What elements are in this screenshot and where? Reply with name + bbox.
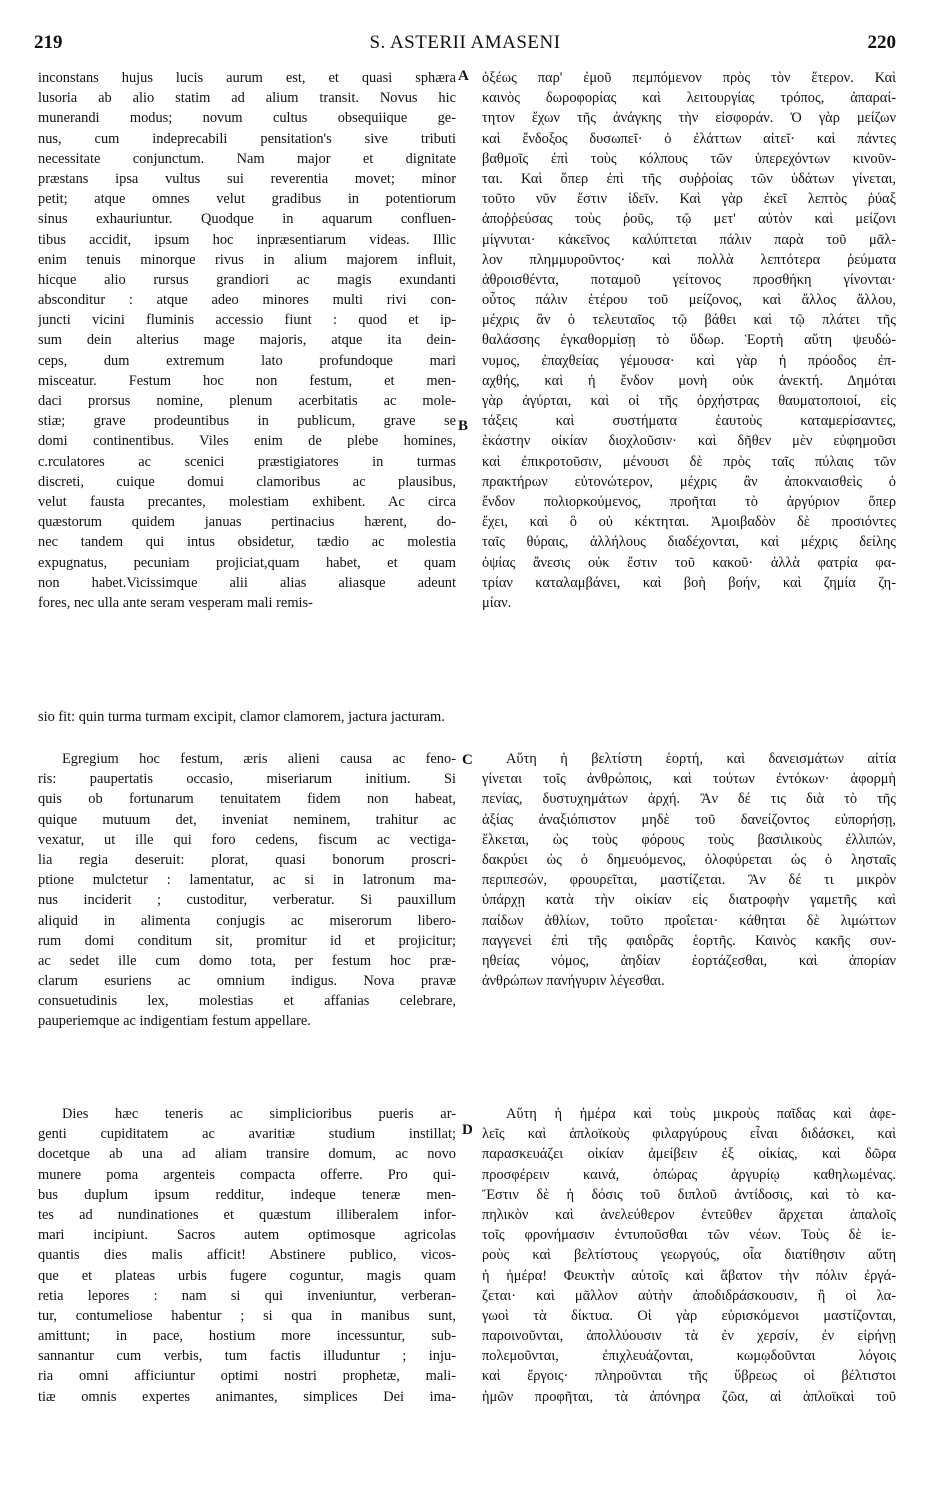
text-line: tur, contumeliose habentur ; si qua in manibus sunt, — [38, 1307, 456, 1324]
text-line: καὶ ἐπικροτοῦσιν, μένουσι δὲ πρὸς ταῖς πύλαις τῶν — [482, 453, 896, 470]
text-line: inconstans hujus lucis aurum est, et quasi sphæra — [38, 70, 456, 86]
text-line: consuetudinis lex, molestias et affanias celebrare, — [38, 993, 456, 1010]
text-line: lia regia deseruit: plorat, quasi bonorum proscri- — [38, 851, 456, 868]
page-number-right: 220 — [867, 32, 896, 53]
text-line: expugnatus, pecuniam projiciat,quam habet, et quam — [38, 554, 456, 571]
text-line: ὑπάρχῃ κατὰ τὴν οἰκίαν εἰς διατροφὴν γαμετῆς καὶ — [482, 892, 896, 909]
text-line: juncti vicini fluminis accessio fiunt : quod et ip- — [38, 312, 456, 329]
text-line: παρασκευάζει οἰκίαν ἀμείβειν ἐξ οἰκίας, καὶ δῶρα — [482, 1146, 896, 1163]
text-line: tiæ omnis expertes animantes, simplices Dei ima- — [38, 1388, 456, 1405]
margin-letter-d: D — [462, 1122, 473, 1138]
text-line: quique mutuum det, inveniat neminem, trahitur ac — [38, 811, 456, 828]
text-line: ταῖς θύραις, ἀλλήλους διαδέχονται, καὶ μέχρις δείλης — [482, 534, 896, 551]
text-line: ἔνδον πολιορκούμενος, προῆται τὸ ἀργύριον ὅπερ — [482, 493, 896, 510]
text-line: δακρύει ὡς ὁ δημευόμενος, ὀλοφύρεται ὡς ὁ λησταῖς — [482, 851, 896, 868]
text-line: nus, cum indeprecabili pensitation's sive tributi — [38, 130, 456, 147]
text-line: lusoria ab alio statim ad alium transit. Novus hic — [38, 90, 456, 107]
text-line: τάξεις καὶ συστήματα ἑαυτοὺς καταμερίσαντες, — [482, 413, 896, 430]
text-line: πενίας, δυστυχημάτων ἀρχή. Ἂν δέ τις διὰ τὸ τῆς — [482, 791, 896, 808]
text-line: γὰρ ἀγύρται, καὶ οἱ τῆς ὀρχήστρας θαυματοποιοί, εἰς — [482, 393, 896, 409]
text-line: misceatur. Festum hoc non festum, et men- — [38, 372, 456, 389]
text-line: quæstorum quidem januas pertinacius hærent, do- — [38, 514, 456, 531]
margin-letter-a: A — [458, 68, 469, 84]
text-line: πηλικὸν καὶ ἀνελεύθερον ἐντεῦθεν ἄρχεται ἁπαλοῖς — [482, 1206, 896, 1223]
text-line: μίαν. — [482, 594, 512, 611]
latin-column-section-1 — [38, 68, 456, 719]
text-line: hicque alio rursus grandiori ac magis exundanti — [38, 271, 456, 288]
text-line: παροινοῦνται, ἀπολλύουσιν τὰ ἐν χερσίν, ἐν εἰρήνῃ — [482, 1328, 896, 1345]
text-line: sannantur cum verbis, tum factis illuduntur ; inju- — [38, 1348, 456, 1365]
text-line: Αὕτη ἡ ἡμέρα καὶ τοὺς μικροὺς παῖδας καὶ ἀφε- — [506, 1106, 896, 1122]
text-line: nec tandem qui intus obsidetur, tædio ac molestia — [38, 534, 456, 551]
text-line: mari incipiunt. Sacros autem optimosque agricolas — [38, 1227, 456, 1244]
text-line: absconditur : atque adeo minores multi rivi con- — [38, 292, 456, 309]
text-line: καινὸς δωροφορίας καὶ λειτουργίας τρόπος, ἀπαραί- — [482, 90, 896, 107]
text-line: necessitate conjunctum. Nam major et dignitate — [38, 150, 456, 167]
text-line: ἡμῶν προφῆται, τὰ ἀπόνηρα ζῶα, αἱ ἁπλοϊκαὶ τοῦ — [482, 1388, 896, 1405]
text-line: καὶ ἔνδοξος δυσωπεῖ· ὁ ἐλάττων αἰτεῖ· καὶ πάντες — [482, 130, 896, 147]
text-line: τοῦτο νῦν ἔστιν ἰδεῖν. Καὶ γὰρ ἐκεῖ λεπτὸς ῥύαξ — [482, 191, 896, 208]
text-line: pauperiemque ac indigentiam festum appellare. — [38, 1013, 311, 1030]
text-line: θαλάσσης ἐγκαθορμίσῃ τὸ ὕδωρ. Ἑορτὴ αὕτη ψευδώ- — [482, 332, 896, 349]
text-line: γίνεται τοῖς ἀνθρώποις, καὶ τούτων ἐντόκων· ἀφορμὴ — [482, 771, 896, 788]
text-line: νυμος, ἐπαχθείας γέμουσα· καὶ γὰρ ἡ πρόοδος ἐπ- — [482, 352, 896, 369]
text-line: amittunt; in pace, hostium more incessuntur, sub- — [38, 1328, 456, 1345]
text-line: Αὕτη ἡ βελτίστη ἑορτή, καὶ δανεισμάτων αἰτία — [506, 751, 896, 767]
margin-letter-c: C — [462, 752, 473, 768]
margin-letter-b: B — [458, 418, 469, 434]
text-line: petit; atque omnes velut gradibus in potentiorum — [38, 191, 456, 208]
text-line: enim tenuis minorque rivus in alium majorem influit, — [38, 251, 456, 268]
text-line: bus duplum ipsum redditur, indeque teneræ men- — [38, 1186, 456, 1203]
text-line: retia lepores : nam si qui inveniuntur, verberan- — [38, 1287, 456, 1304]
text-line: γωοὶ τὰ δίκτυα. Οἱ γὰρ εὑρισκόμενοι μαστίζονται, — [482, 1307, 896, 1324]
text-line: munerandi modus; novum cultus obsequiique ge- — [38, 110, 456, 127]
text-line: præstans ipsa vultus sui reverentia movet; minor — [38, 170, 456, 187]
text-line: ceps, dum extremum lato profundoque mari — [38, 352, 456, 369]
text-line: τητον ἔχων τῆς ἀνάγκης τὴν εἰσφοράν. Ὁ γὰρ μείζων — [482, 110, 896, 127]
text-line: ria omni afficiuntur optimi nostri prophetæ, mali- — [38, 1368, 456, 1385]
text-line: ηθείας νόμος, ἀηδίαν ἑορτάζεσθαι, καὶ ἀπορίαν — [482, 952, 896, 969]
text-line: μίγνυται· κἀκεῖνος καλύπτεται πάλιν παρὰ τοῦ μᾶλ- — [482, 231, 896, 248]
text-line: ἀνθρώπων πανήγυριν λέγεσθαι. — [482, 973, 665, 990]
text-line: ἕλκεται, ὡς τοὺς φόρους τοὺς βασιλικοὺς ἐλλιπών, — [482, 831, 896, 848]
text-line: sum dein alterius mage majoris, atque ita dein- — [38, 332, 456, 349]
text-line: discreti, cuique domui clamoribus ac plausibus, — [38, 473, 456, 490]
text-line: οὗτος πάλιν ἑτέρου τοῦ μείζονος, καὶ ἄλλος ἄλλου, — [482, 292, 896, 309]
text-line: ζεται· καὶ μᾶλλον αὐτὴν ἀποδιδράσκουσιν, ἢ οἱ λα- — [482, 1287, 896, 1304]
page-number-left: 219 — [34, 32, 63, 53]
text-line: nus inciderit ; custoditur, verberatur. Si pauxillum — [38, 892, 456, 909]
greek-column-section-1 — [482, 68, 896, 719]
text-line: domi continentibus. Viles enim de plebe homines, — [38, 433, 456, 450]
text-line: tes ad nundinationes et quæstum illiberalem infor- — [38, 1206, 456, 1223]
text-line: stiæ; grave prodeuntibus in publicum, grave se — [38, 413, 456, 430]
text-line: ροὺς καὶ βελτίστους γεωργούς, οἷα διατίθησιν αὕτη — [482, 1247, 896, 1264]
text-line: ὀψίας ἄνεσις οὐκ ἔστιν τοῦ κακοῦ· ἀλλὰ φατρία φα- — [482, 554, 896, 571]
text-line: λον πλημμυροῦντος· καὶ πολλὰ λεπτότερα ῥεύματα — [482, 251, 896, 268]
text-line: πολεμοῦνται, ἐπιχλευάζονται, κωμῳδοῦνται λόγοις — [482, 1348, 896, 1365]
text-line: c.rculatores ac scenici præstigiatores in turmas — [38, 453, 456, 470]
text-line: ac sedet ille cum domo tota, per festum hoc præ- — [38, 952, 456, 969]
text-line: λεῖς καὶ ἁπλοϊκοὺς φιλαργύρους εἶναι διδάσκει, καὶ — [482, 1126, 896, 1143]
text-line: πρακτήρων εὐτονώτερον, μέχρις ἂν ἀποκναισθεὶς ὁ — [482, 473, 896, 490]
text-line: καὶ ἔργοις· πληροῦνται τῆς ὕβρεως οἱ βέλτιστοι — [482, 1368, 896, 1385]
greek-column-section-3 — [482, 1104, 896, 1494]
text-line: Ἔστιν δὲ ἡ δόσις τοῦ διπλοῦ ἀντίδοσις, καὶ τὸ κα- — [482, 1186, 896, 1203]
text-line: ἀξίας ἀναξιόπιστον μηδὲ τοῦ δανείζοντος εὐπορήσῃ, — [482, 811, 896, 828]
text-line: ὀξέως παρ' ἐμοῦ πεμπόμενον πρὸς τὸν ἕτερον. Καὶ — [482, 70, 896, 86]
text-line: ται. Καὶ ὅπερ ἐπὶ τῆς συῤῥοίας τῶν ὑδάτων γίνεται, — [482, 170, 896, 187]
text-line: τρίαν καταλαμβάνει, καὶ βοὴ βοήν, καὶ ζημία ζη- — [482, 574, 896, 591]
text-line: μέχρις ἂν ὁ τελευταῖος τῷ βάθει καὶ τῷ πλάτει τῆς — [482, 312, 896, 329]
text-line: aliquid in alimenta conjugis ac miserorum libero- — [38, 912, 456, 929]
text-line: παγγενεὶ ἐπὶ τῆς φαιδρᾶς ἑορτῆς. Καινὸς κακῆς συν- — [482, 932, 896, 949]
text-line: ris: paupertatis occasio, miseriarum initium. Si — [38, 771, 456, 788]
text-line: velut fausta precantes, molestiam exhibent. Ac circa — [38, 493, 456, 510]
text-line: tibus accidit, ipsum hoc inpræsentiarum videas. Illic — [38, 231, 456, 248]
full-width-latin-line: sio fit: quin turma turmam excipit, clamor clamorem, jactura jacturam. — [38, 709, 445, 725]
page-header — [34, 32, 896, 58]
text-line: ἔχει, καὶ ὃ οὐ κέκτηται. Ἀμοιβαδὸν δὲ προσιόντες — [482, 514, 896, 531]
text-line: ἡ ἡμέρα! Φευκτὴν αὐτοῖς καὶ ἄβατον τὴν πόλιν ἐργά- — [482, 1267, 896, 1284]
text-line: αχθής, καὶ ἡ ἔνδον μονὴ οὐκ ἀνεκτή. Δημόται — [482, 372, 896, 389]
text-line: περιπεσών, φρουρεῖται, μαστίζεται. Ἂν δέ τι μικρὸν — [482, 872, 896, 889]
text-line: ἑκάστην οἰκίαν διοχλοῦσιν· καὶ δῆθεν μὲν εὐφημοῦσι — [482, 433, 896, 450]
text-line: quantis dies malis afficit! Abstinere publico, vicos- — [38, 1247, 456, 1264]
text-line: clarum esuriens ac omnium indigus. Nova pravæ — [38, 973, 456, 990]
text-line: βαθμοῖς ἐπὶ τοὺς κόλπους τῶν ὑπερεχόντων κινοῦν- — [482, 150, 896, 167]
text-line: daci prorsus nomine, plenum acerbitatis ac mole- — [38, 393, 456, 409]
text-line: sinus exhauriuntur. Quodque in aquarum confluen- — [38, 211, 456, 228]
text-line: Egregium hoc festum, æris alieni causa ac feno- — [62, 751, 456, 767]
latin-column-section-3 — [38, 1104, 456, 1494]
latin-column-section-2 — [38, 749, 456, 1091]
text-line: rum domi conditum sit, promitur id et projicitur; — [38, 932, 456, 949]
text-line: ἀθροισθέντα, ποταμοῦ γείτονος προσθήκη γίνονται· — [482, 271, 896, 288]
greek-column-section-2 — [482, 749, 896, 1091]
text-line: fores, nec ulla ante seram vesperam mali remis- — [38, 594, 313, 611]
text-line: munere poma argenteis compacta offerre. Pro qui- — [38, 1166, 456, 1183]
text-line: docetque ab una ad aliam transire domum, ac novo — [38, 1146, 456, 1163]
text-line: προσφέρειν καινά, ὀπώρας ἀργυρίῳ καθηλωμένας. — [482, 1166, 896, 1183]
text-line: παίδων ἀθλίων, τοῦτο προΐεται· κάθηται δὲ λιμώττων — [482, 912, 896, 929]
text-line: non habet.Vicissimque alii alias aliasque adeunt — [38, 574, 456, 591]
text-line: vexatur, ut ille qui foro cedens, fiscum ac vectiga- — [38, 831, 456, 848]
text-line: Dies hæc teneris ac simplicioribus pueris ar- — [62, 1106, 456, 1122]
text-line: quis ob fortunarum tenuitatem fidem non habeat, — [38, 791, 456, 808]
running-title: S. ASTERII AMASENI — [369, 32, 561, 53]
text-line: τοῖς φρονήμασιν ἐντυποῦσθαι τῶν νέων. Τοὺς δὲ ἱε- — [482, 1227, 896, 1244]
text-line: ἀποῤῥεύσας τοὺς ῥοῦς, τῷ μετ' αὐτὸν καὶ μείζονι — [482, 211, 896, 228]
text-line: que et plateas urbis fugere coguntur, magis quam — [38, 1267, 456, 1284]
text-line: genti cupiditatem ac avaritiæ studium instillat; — [38, 1126, 456, 1143]
text-line: ptione mulctetur : lamentatur, ac si in latronum ma- — [38, 872, 456, 889]
